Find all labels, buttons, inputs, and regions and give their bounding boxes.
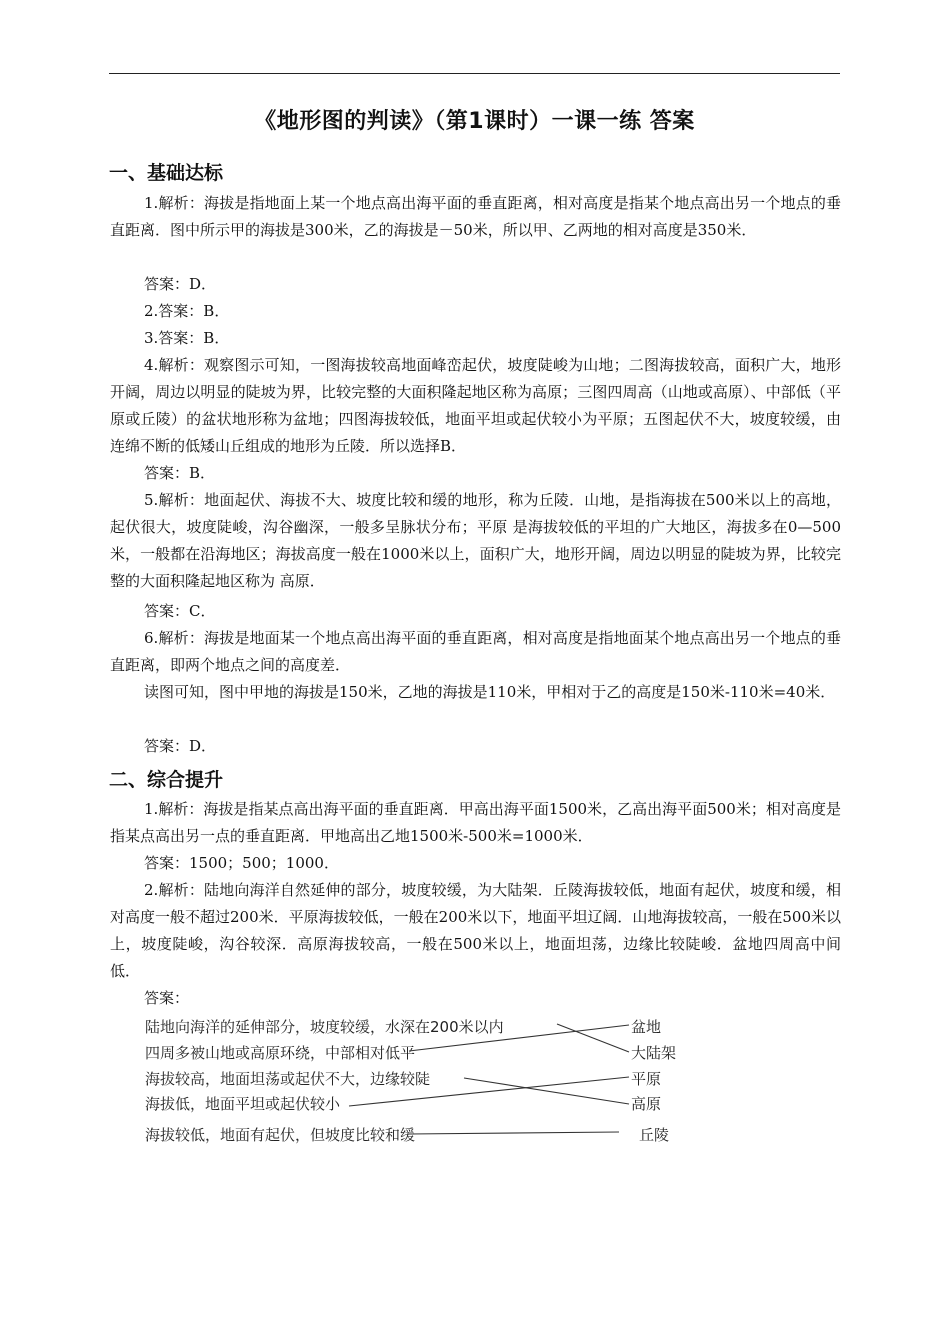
section-heading-basic: 一、基础达标 [109, 162, 224, 184]
s2-q1-answer: 答案：1500；500；1000． [144, 854, 339, 872]
match-right-1: 盆地 [631, 1018, 662, 1036]
match-left-3: 海拔较高，地面坦荡或起伏不大，边缘较陡 [145, 1070, 431, 1088]
match-left-2: 四周多被山地或高原环绕，中部相对低平 [145, 1044, 416, 1062]
match-line-4 [349, 1077, 629, 1106]
s2-q2-analysis: 2.解析：陆地向海洋自然延伸的部分，坡度较缓，为大陆架．丘陵海拔较低，地面有起伏，坡度和缓，相对高度一般不超过200米．平原海拔较低，一般在200米以下，地面平坦辽阔．山地海拔较高，一般在500米以上，坡度陡峻，沟谷较深．高原海拔较高，一般在500米以上，地面坦荡，边缘比较陡峻．盆地四周高中间低． [110, 881, 841, 980]
q1-answer: 答案：D． [144, 275, 217, 293]
matching-diagram [109, 1010, 729, 1150]
header-rule [109, 73, 840, 74]
q5-answer: 答案：C． [144, 602, 216, 620]
s2-q1-analysis: 1.解析：海拔是指某点高出海平面的垂直距离．甲高出海平面1500米，乙高出海平面500米；相对高度是指某点高出另一点的垂直距离．甲地高出乙地1500米-500米=1000米． [110, 800, 841, 845]
match-left-5: 海拔较低，地面有起伏，但坡度比较和缓 [145, 1126, 416, 1144]
match-right-2: 大陆架 [631, 1044, 677, 1062]
matching-lines [109, 1010, 729, 1150]
match-line-2 [409, 1025, 629, 1051]
s2-q2-answer-label: 答案： [144, 989, 190, 1007]
page-title: 《地形图的判读》（第1课时）一课一练 答案 [254, 109, 695, 134]
match-right-5: 丘陵 [639, 1126, 670, 1144]
q2-answer: 2.答案：B． [144, 302, 230, 320]
q4-analysis: 4.解析：观察图示可知，一图海拔较高地面峰峦起伏，坡度陡峻为山地；二图海拔较高，面积广大，地形开阔，周边以明显的陡坡为界，比较完整的大面积隆起地区称为高原；三图四周高（山地或高原）、中部低（平原或丘陵）的盆状地形称为盆地；四图海拔较低，地面平坦或起伏较小为平原；五图起伏不大，坡度较缓，由连绵不断的低矮山丘组成的地形为丘陵．所以选择B． [110, 356, 841, 455]
match-left-4: 海拔低，地面平坦或起伏较小 [145, 1095, 341, 1113]
q3-answer: 3.答案：B． [144, 329, 230, 347]
q4-answer: 答案：B． [144, 464, 216, 482]
match-right-4: 高原 [631, 1095, 662, 1113]
match-line-5 [409, 1132, 619, 1134]
q6-analysis: 6.解析：海拔是地面某一个地点高出海平面的垂直距离，相对高度是指地面某个地点高出另一个地点的垂直距离，即两个地点之间的高度差． [110, 629, 841, 674]
match-line-1 [557, 1024, 629, 1052]
section-heading-advanced: 二、综合提升 [109, 769, 224, 791]
q6-reading: 读图可知，图中甲地的海拔是150米，乙地的海拔是110米，甲相对于乙的高度是150米-110米=40米． [144, 683, 836, 701]
match-right-3: 平原 [631, 1070, 662, 1088]
q1-analysis: 1.解析：海拔是指地面上某一个地点高出海平面的垂直距离，相对高度是指某个地点高出另一个地点的垂直距离．图中所示甲的海拔是300米，乙的海拔是－50米，所以甲、乙两地的相对高度是350米． [110, 194, 841, 239]
q5-analysis: 5.解析：地面起伏、海拔不大、坡度比较和缓的地形，称为丘陵．山地，是指海拔在500米以上的高地，起伏很大，坡度陡峻，沟谷幽深，一般多呈脉状分布；平原 是海拔较低的平坦的广大地区，海拔多在0—500米，一般都在沿海地区；海拔高度一般在1000米以上，面积广大，地形开阔，周边以明显的陡坡为界，比较完整的大面积隆起地区称为 高原． [110, 491, 841, 590]
match-left-1: 陆地向海洋的延伸部分，坡度较缓，水深在200米以内 [145, 1018, 504, 1036]
q6-answer: 答案：D． [144, 737, 217, 755]
